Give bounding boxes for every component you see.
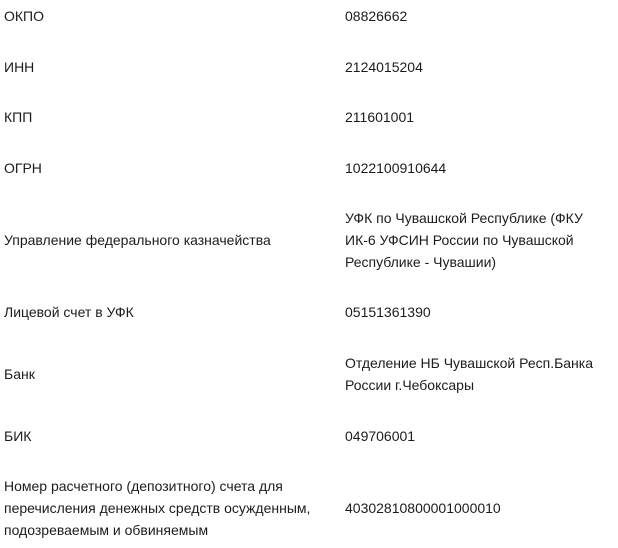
row-label: КПП xyxy=(4,109,33,125)
row-label: Лицевой счет в УФК xyxy=(4,304,134,320)
row-label: Управление федерального казначейства xyxy=(4,232,271,248)
table-row xyxy=(0,301,618,323)
row-value: 211601001 xyxy=(345,109,415,125)
table-row xyxy=(0,475,618,541)
row-value: 40302810800001000010 xyxy=(345,500,501,516)
table-row xyxy=(0,5,618,27)
row-value: УФК по Чувашской Республике (ФКУ ИК-6 УФСИН России по Чувашской Республике - Чувашии) xyxy=(345,210,583,270)
row-label: БИК xyxy=(4,428,32,444)
row-value: 05151361390 xyxy=(345,304,431,320)
row-value: 08826662 xyxy=(345,8,408,24)
row-label: ОГРН xyxy=(4,160,42,176)
table-row xyxy=(0,56,618,78)
row-label: Банк xyxy=(4,366,35,382)
row-value: 2124015204 xyxy=(345,59,423,75)
row-value: Отделение НБ Чувашской Респ.Банка России г.Чебоксары xyxy=(345,355,594,393)
row-label: Номер расчетного (депозитного) счета для перечисления денежных средств осужденным, подозреваемым и обвиняемым xyxy=(4,478,311,538)
table-row xyxy=(0,207,618,273)
row-value: 1022100910644 xyxy=(345,160,447,176)
table-row xyxy=(0,106,618,128)
table-row xyxy=(0,352,618,396)
row-label: ОКПО xyxy=(4,8,44,24)
table-row xyxy=(0,425,618,447)
table-row xyxy=(0,157,618,179)
row-label: ИНН xyxy=(4,59,35,75)
row-value: 049706001 xyxy=(345,428,416,444)
